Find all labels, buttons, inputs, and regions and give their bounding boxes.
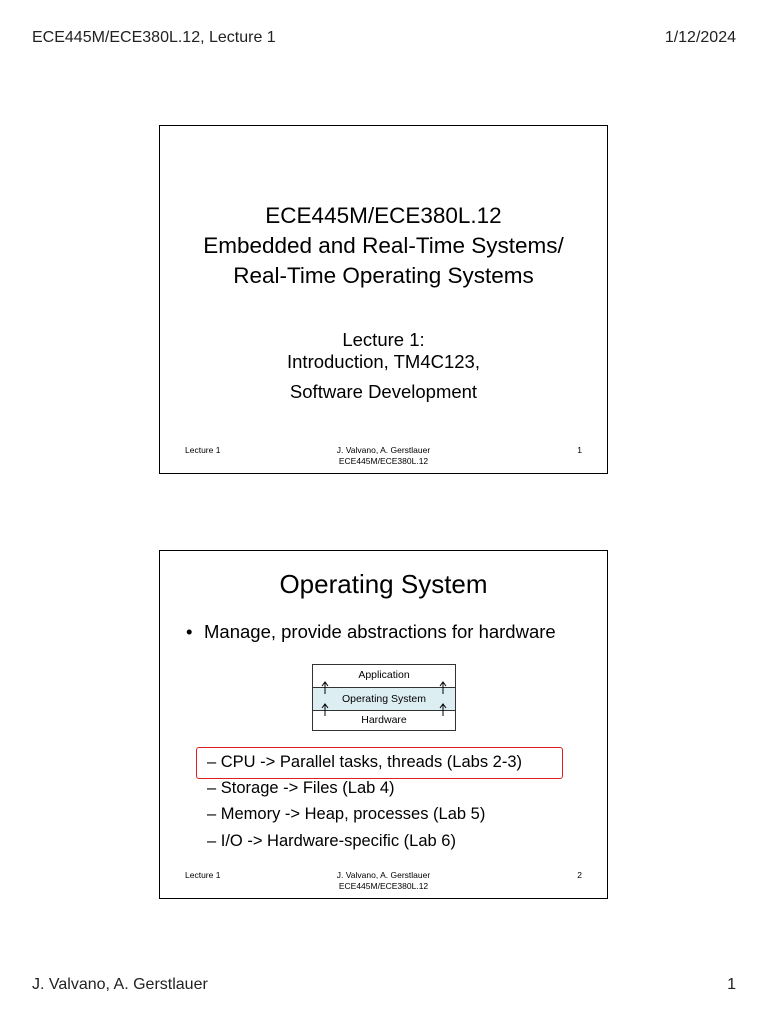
slide1-subtitle-line-1: Lecture 1: bbox=[342, 329, 425, 350]
up-arrow-icon bbox=[438, 681, 448, 695]
slide1-footer-page: 1 bbox=[577, 445, 582, 455]
slide2-footer-authors bbox=[160, 870, 607, 892]
sub-item-memory: – Memory -> Heap, processes (Lab 5) bbox=[207, 805, 486, 823]
up-arrow-icon bbox=[438, 703, 448, 717]
up-arrow-icon bbox=[320, 703, 330, 717]
page-header-title: ECE445M/ECE380L.12, Lecture 1 bbox=[32, 29, 276, 46]
slide1-footer-mid-line-1: J. Valvano, A. Gerstlauer bbox=[336, 445, 431, 455]
up-arrow-icon bbox=[320, 681, 330, 695]
slide1-title-line-2: Embedded and Real-Time Systems/ bbox=[203, 233, 564, 258]
slide1-title-line-3: Real-Time Operating Systems bbox=[233, 263, 534, 288]
layer-operating-system: Operating System bbox=[313, 687, 455, 711]
os-layer-diagram bbox=[312, 664, 456, 731]
sub-item-storage: – Storage -> Files (Lab 4) bbox=[207, 779, 395, 797]
slide2-title: Operating System bbox=[279, 569, 488, 599]
slide-1 bbox=[159, 125, 608, 474]
slide1-subtitle-line-2: Introduction, TM4C123, bbox=[287, 351, 480, 372]
layer-hardware: Hardware bbox=[361, 714, 407, 726]
page-footer-number: 1 bbox=[727, 976, 736, 993]
slide1-subtitle-line-3: Software Development bbox=[289, 381, 478, 402]
page-header-date: 1/12/2024 bbox=[664, 29, 736, 46]
slide2-footer-page: 2 bbox=[577, 870, 582, 880]
slide-2 bbox=[159, 550, 608, 899]
slide2-bullet-text: Manage, provide abstractions for hardware bbox=[204, 621, 556, 642]
page-footer-authors: J. Valvano, A. Gerstlauer bbox=[32, 976, 208, 993]
bullet-marker: • bbox=[186, 621, 193, 642]
slide2-footer-mid-line-2: ECE445M/ECE380L.12 bbox=[338, 881, 429, 891]
slide1-title bbox=[160, 201, 607, 291]
slide1-title-line-1: ECE445M/ECE380L.12 bbox=[265, 203, 502, 228]
slide1-footer-mid-line-2: ECE445M/ECE380L.12 bbox=[338, 456, 429, 466]
layer-application: Application bbox=[358, 669, 410, 681]
sub-item-io: – I/O -> Hardware-specific (Lab 6) bbox=[207, 832, 456, 850]
slide2-footer-mid-line-1: J. Valvano, A. Gerstlauer bbox=[336, 870, 431, 880]
slide1-footer-authors bbox=[160, 445, 607, 467]
sub-item-cpu: – CPU -> Parallel tasks, threads (Labs 2-3) bbox=[207, 753, 523, 771]
slide2-bullet bbox=[186, 621, 556, 643]
slide2-footer-left: Lecture 1 bbox=[185, 870, 221, 880]
slide1-footer-left: Lecture 1 bbox=[185, 445, 221, 455]
